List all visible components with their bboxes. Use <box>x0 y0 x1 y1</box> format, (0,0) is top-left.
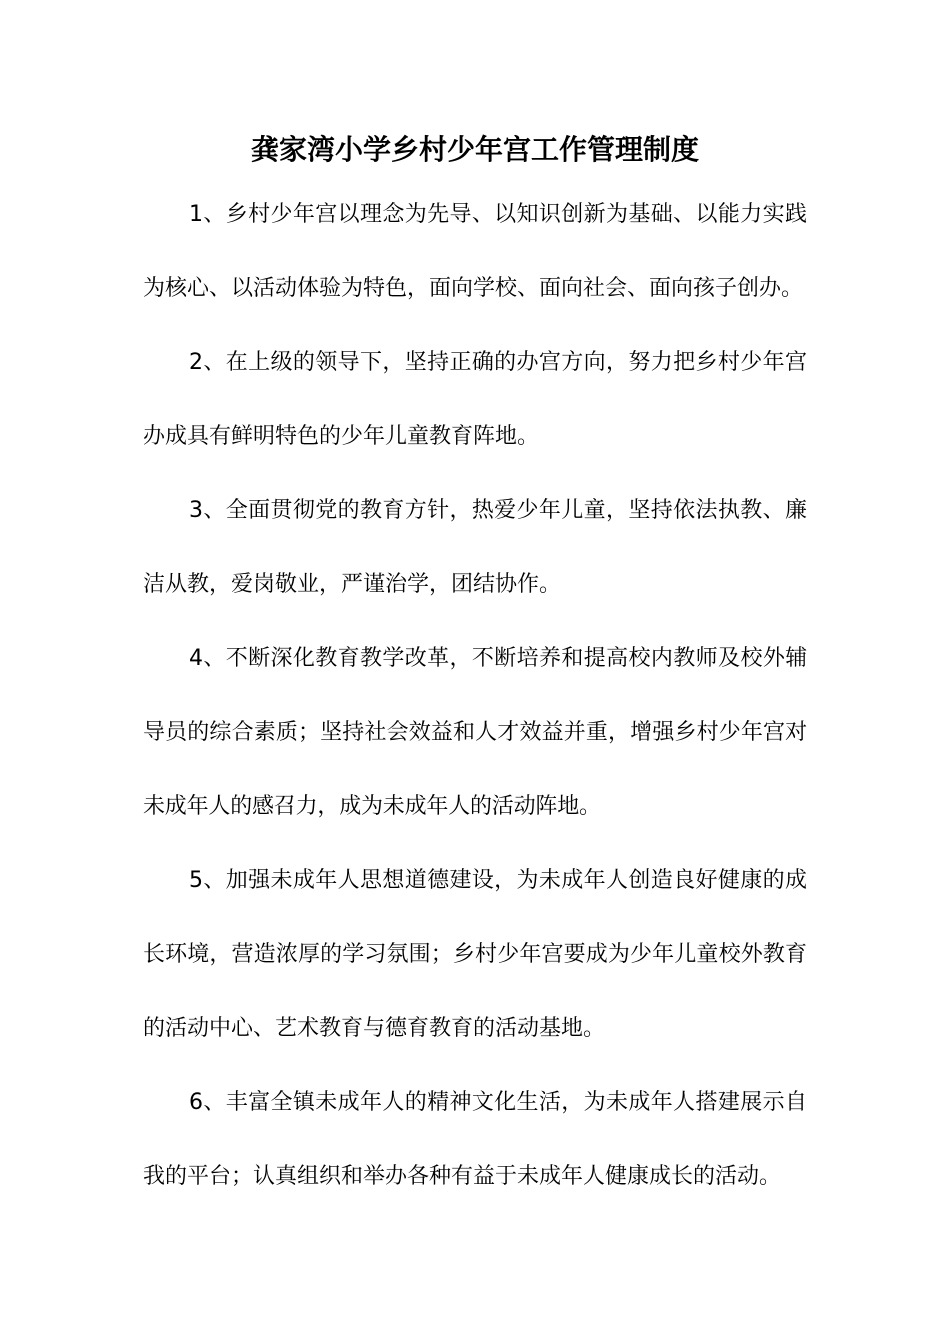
document-body <box>143 178 807 1214</box>
paragraph-4: 4、不断深化教育教学改革，不断培养和提高校内教师及校外辅导员的综合素质；坚持社会效益和人才效益并重，增强乡村少年宫对未成年人的感召力，成为未成年人的活动阵地。 <box>143 646 807 819</box>
paragraph-6: 6、丰富全镇未成年人的精神文化生活，为未成年人搭建展示自我的平台；认真组织和举办各种有益于未成年人健康成长的活动。 <box>143 1090 807 1189</box>
document-title: 龚家湾小学乡村少年宫工作管理制度 <box>250 133 699 166</box>
paragraph-3: 3、全面贯彻党的教育方针，热爱少年儿童，坚持依法执教、廉洁从教，爱岗敬业，严谨治学，团结协作。 <box>143 498 807 597</box>
paragraph-5: 5、加强未成年人思想道德建设，为未成年人创造良好健康的成长环境，营造浓厚的学习氛围；乡村少年宫要成为少年儿童校外教育的活动中心、艺术教育与德育教育的活动基地。 <box>143 868 807 1041</box>
paragraph-1: 1、乡村少年宫以理念为先导、以知识创新为基础、以能力实践为核心、以活动体验为特色，面向学校、面向社会、面向孩子创办。 <box>143 202 807 301</box>
paragraph-2: 2、在上级的领导下，坚持正确的办宫方向，努力把乡村少年宫办成具有鲜明特色的少年儿童教育阵地。 <box>143 350 807 449</box>
